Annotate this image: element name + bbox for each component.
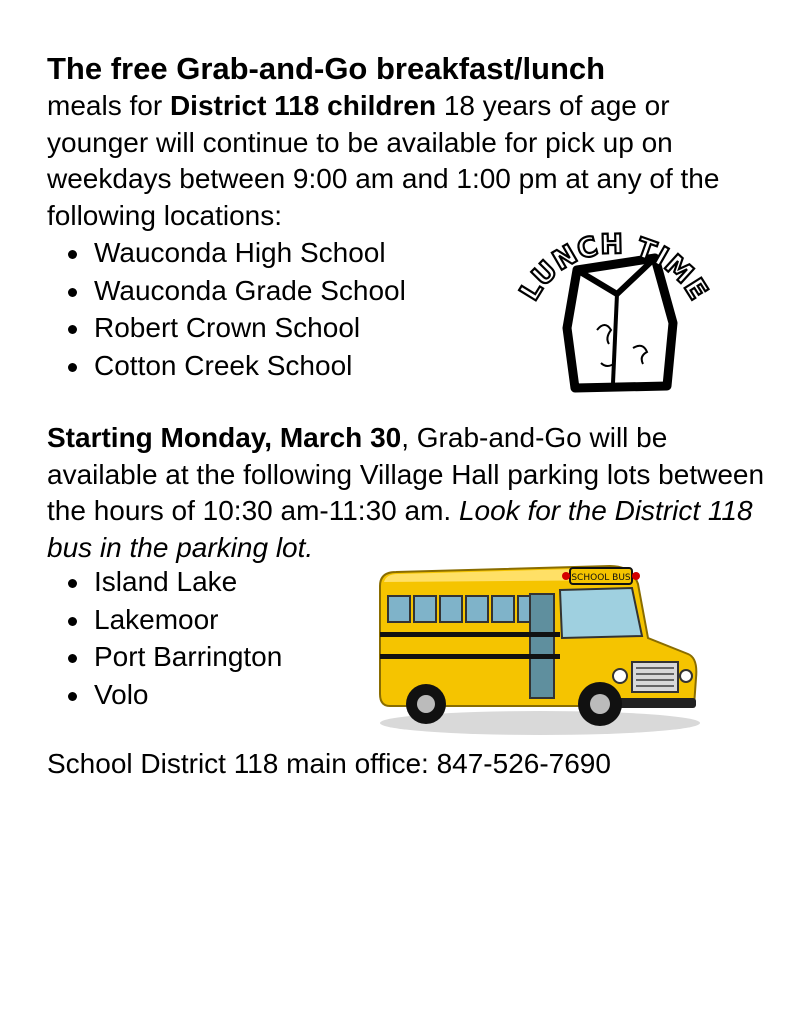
list-item: Port Barrington (68, 638, 282, 676)
intro-bold-phrase: District 118 children (169, 90, 437, 121)
list-item: Robert Crown School (68, 309, 406, 347)
intro-text-2: 18 years of age or younger will continue to be available for pick up on weekdays between 9:00 am and 1:00 pm at any of the following locations: (47, 90, 720, 231)
headline: The free Grab-and-Go breakfast/lunch (47, 51, 606, 86)
parking-lot-text: , Grab-and-Go will be available at the following Village Hall parking lots between the hours of 10:30 am-11:30 am. (47, 422, 765, 526)
start-date: Starting Monday, March 30 (47, 422, 402, 453)
list-item: Cotton Creek School (68, 347, 406, 385)
list-item: Lakemoor (68, 601, 282, 639)
lunch-clipart-lettering: LUNCH TIME (514, 229, 714, 307)
bus-note: Look for the District 118 bus in the parking lot. (47, 495, 753, 563)
intro-text-1: meals for (47, 90, 170, 121)
intro-paragraph (47, 50, 767, 234)
list-item: Island Lake (68, 563, 282, 601)
main-office-contact: School District 118 main office: 847-526-7690 (47, 748, 611, 779)
village-locations-list (68, 563, 282, 713)
list-item: Volo (68, 676, 282, 714)
parking-lot-paragraph (47, 420, 767, 566)
list-item: Wauconda High School (68, 234, 406, 272)
school-bus-icon (370, 558, 700, 738)
school-locations-list (68, 234, 406, 384)
lunch-bag-icon (505, 218, 715, 400)
bus-sign-text: SCHOOL BUS (571, 573, 631, 583)
list-item: Wauconda Grade School (68, 272, 406, 310)
